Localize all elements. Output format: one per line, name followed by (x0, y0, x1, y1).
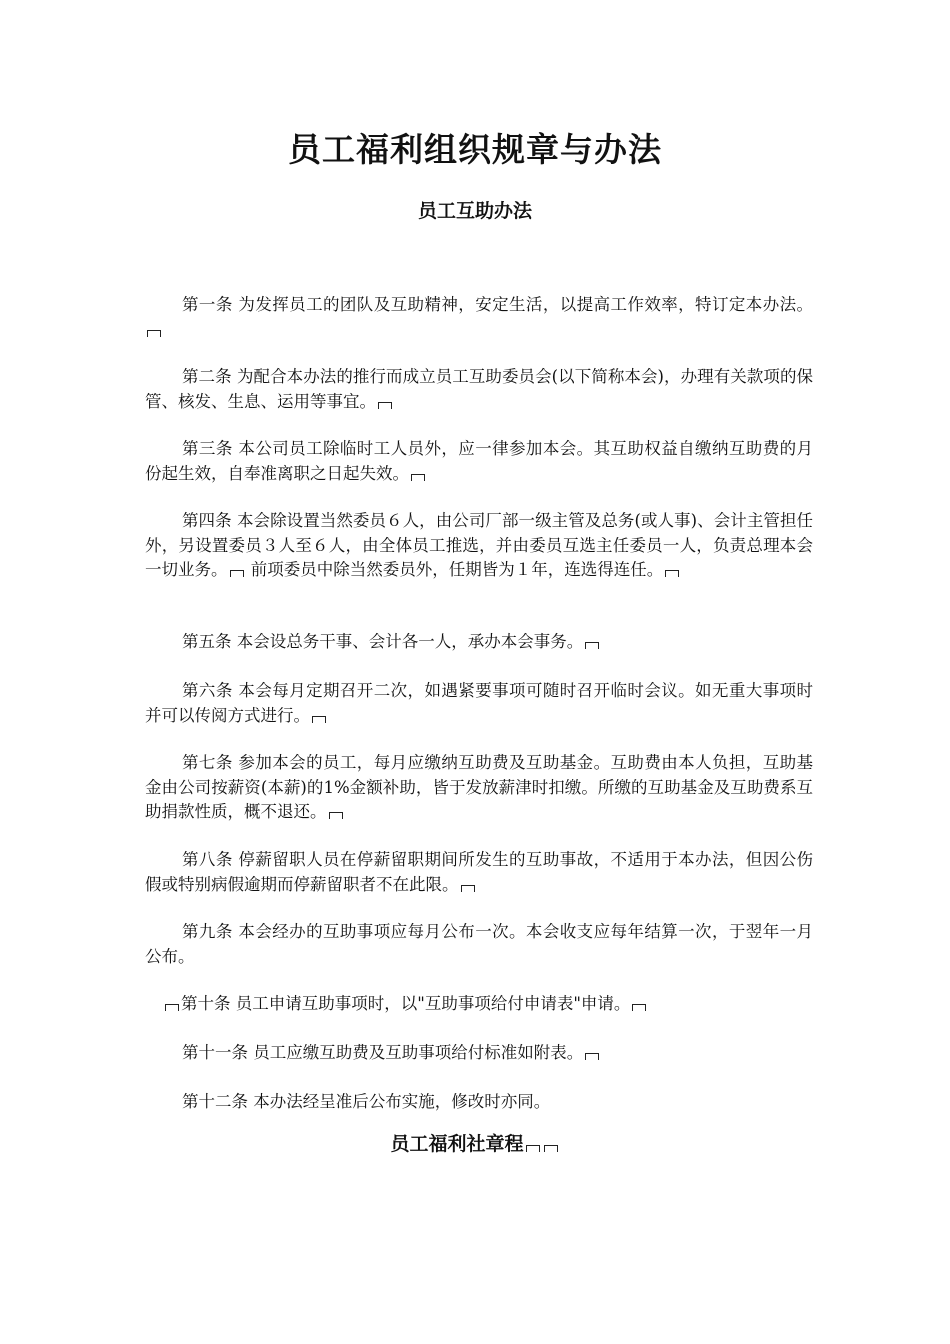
return-mark-icon (585, 642, 599, 649)
return-mark-icon (544, 1145, 558, 1152)
article-label: 第七条 (182, 753, 233, 772)
article-text-continued: 前项委员中除当然委员外，任期皆为１年，连选得连任。 (250, 560, 664, 579)
article-text: 停薪留职人员在停薪留职期间所发生的互助事故，不适用于本办法，但因公伤假或特别病假逾期而停薪留职者不在此限。 (145, 850, 814, 894)
return-mark-icon (147, 330, 161, 337)
return-mark-icon (312, 716, 326, 723)
article-8 (145, 848, 813, 897)
article-label: 第二条 (182, 367, 232, 386)
article-11 (145, 1041, 813, 1066)
article-text: 员工申请互助事项时，以"互助事项给付申请表"申请。 (235, 994, 631, 1013)
return-mark-icon (378, 402, 392, 409)
article-text: 本会除设置当然委员６人，由公司厂部一级主管及总务(或人事)、会计主管担任外，另设置委员３人至６人，由全体员工推选，并由委员互选主任委员一人，负责总理本会一切业务。 (145, 511, 814, 579)
return-mark-icon (165, 1004, 179, 1011)
return-mark-icon (461, 885, 475, 892)
article-label: 第四条 (182, 511, 232, 530)
section-title-text: 员工福利社章程 (390, 1133, 524, 1155)
return-mark-icon (585, 1053, 599, 1060)
article-12 (145, 1090, 813, 1115)
article-label: 第三条 (182, 439, 233, 458)
return-mark-icon (632, 1004, 646, 1011)
article-9 (145, 920, 813, 969)
article-label: 第十二条 (182, 1092, 248, 1111)
article-label: 第十条 (181, 994, 231, 1013)
article-3 (145, 437, 813, 486)
article-label: 第六条 (182, 681, 233, 700)
article-5 (145, 630, 813, 655)
section-title-mutual-aid: 员工互助办法 (417, 200, 532, 222)
article-text: 为发挥员工的团队及互助精神，安定生活，以提高工作效率，特订定本办法。 (238, 295, 814, 314)
article-10 (145, 992, 813, 1017)
document-title: 员工福利组织规章与办法 (288, 130, 662, 169)
article-4 (145, 509, 813, 583)
article-label: 第五条 (182, 632, 232, 651)
article-text: 本会每月定期召开二次，如遇紧要事项可随时召开临时会议。如无重大事项时并可以传阅方式进行。 (145, 681, 814, 725)
article-6 (145, 679, 813, 728)
article-label: 第十一条 (182, 1043, 248, 1062)
article-text: 为配合本办法的推行而成立员工互助委员会(以下简称本会)，办理有关款项的保管、核发、生息、运用等事宜。 (145, 367, 814, 411)
return-mark-icon (665, 570, 679, 577)
article-text: 本会设总务干事、会计各一人，承办本会事务。 (236, 632, 584, 651)
article-text: 参加本会的员工，每月应缴纳互助费及互助基金。互助费由本人负担，互助基金由公司按薪资(本薪)的1%金额补助，皆于发放薪津时扣缴。所缴的互助基金及互助费系互助捐款性质，概不退还。 (145, 753, 814, 821)
article-text: 本会经办的互助事项应每月公布一次。本会收支应每年结算一次，于翌年一月公布。 (145, 922, 814, 966)
return-mark-icon (526, 1145, 540, 1152)
article-label: 第八条 (182, 850, 233, 869)
section-title-welfare-society (0, 1131, 950, 1157)
article-label: 第九条 (182, 922, 233, 941)
article-text: 员工应缴互助费及互助事项给付标准如附表。 (253, 1043, 584, 1062)
article-text: 本公司员工除临时工人员外，应一律参加本会。其互助权益自缴纳互助费的月份起生效，自奉准离职之日起失效。 (145, 439, 814, 483)
return-mark-icon (230, 570, 244, 577)
article-text: 本办法经呈准后公布实施，修改时亦同。 (253, 1092, 551, 1111)
article-1 (145, 293, 813, 342)
article-7 (145, 751, 813, 825)
return-mark-icon (411, 474, 425, 481)
article-label: 第一条 (182, 295, 233, 314)
article-2 (145, 365, 813, 414)
return-mark-icon (329, 812, 343, 819)
